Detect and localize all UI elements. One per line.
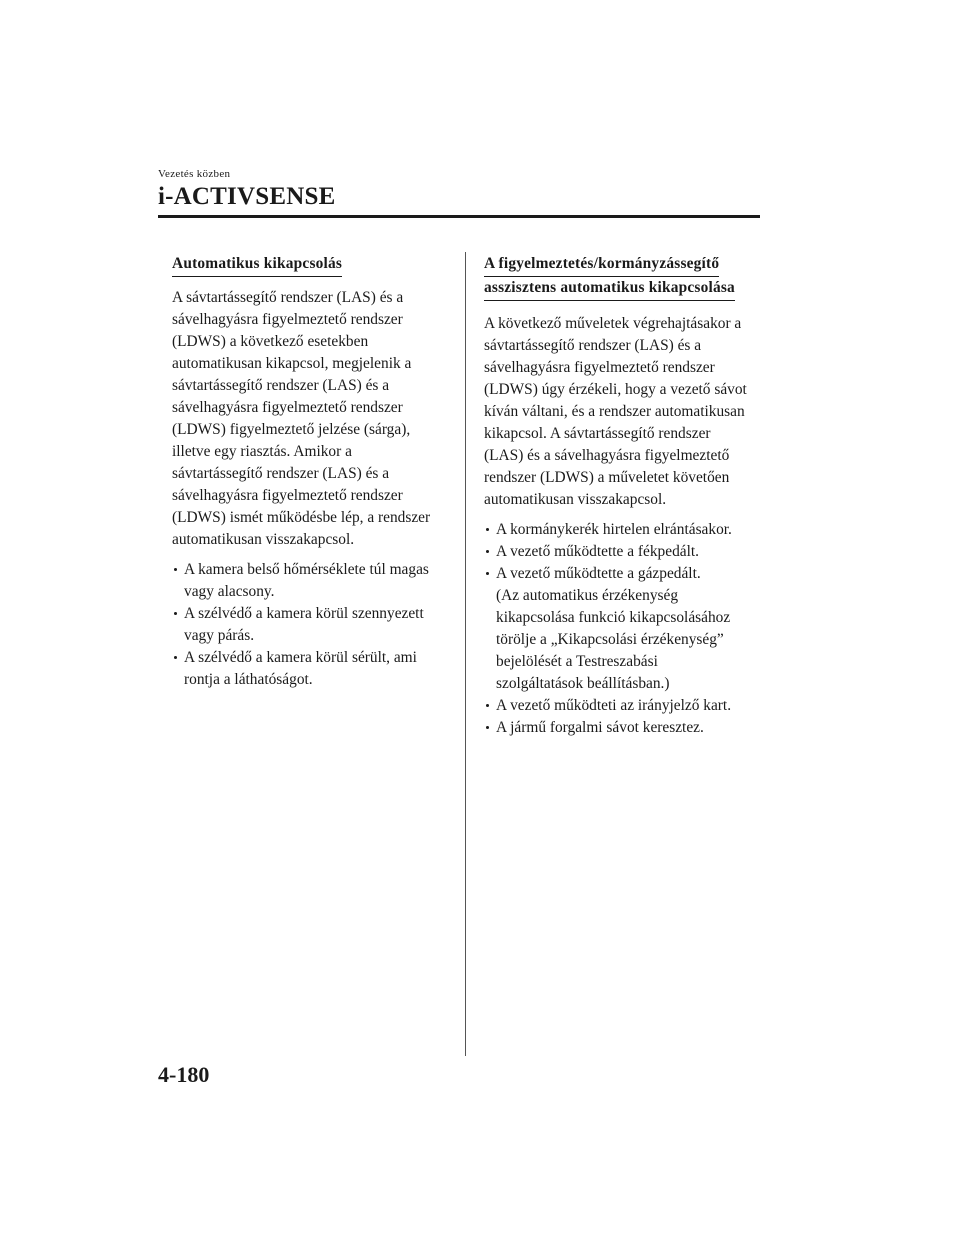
list-item — [172, 647, 454, 691]
bullet-line: A szélvédő a kamera körül sérült, ami — [184, 649, 417, 666]
paragraph-line: sávtartássegítő rendszer (LAS) és a — [172, 465, 390, 482]
paragraph-line: sávelhagyásra figyelmeztető rendszer — [172, 311, 403, 328]
paragraph-line: (LDWS) ismét működésbe lép, a rendszer — [172, 509, 431, 526]
heading-line: asszisztens automatikus kikapcsolása — [484, 277, 735, 301]
paragraph-line: automatikusan visszakapcsol. — [484, 491, 667, 508]
right-bullet-list — [484, 519, 774, 739]
paragraph-line: illetve egy riasztás. Amikor a — [172, 443, 352, 460]
right-paragraph — [484, 313, 774, 511]
list-item — [484, 717, 774, 739]
paragraph-line: sávtartássegítő rendszer (LAS) és a — [172, 377, 390, 394]
list-item — [484, 563, 774, 695]
bullet-line: A vezető működtette a fékpedált. — [496, 543, 699, 560]
paragraph-line: (LDWS) úgy érzékeli, hogy a vezető sávot — [484, 381, 747, 398]
page-number: 4-180 — [158, 1062, 210, 1087]
bullet-line: bejelölését a Testreszabási — [496, 653, 658, 670]
paragraph-line: sávelhagyásra figyelmeztető rendszer — [484, 359, 715, 376]
paragraph-line: kíván váltani, és a rendszer automatikusan — [484, 403, 745, 420]
paragraph-line: A sávtartássegítő rendszer (LAS) és a — [172, 289, 404, 306]
paragraph-line: automatikusan kikapcsol, megjelenik a — [172, 355, 412, 372]
header-rule — [158, 215, 760, 218]
bullet-dot-icon — [486, 726, 489, 729]
paragraph-line: sávelhagyásra figyelmeztető rendszer — [172, 399, 403, 416]
paragraph-line: kikapcsol. A sávtartássegítő rendszer — [484, 425, 711, 442]
bullet-dot-icon — [486, 550, 489, 553]
bullet-line: A vezető működteti az irányjelző kart. — [496, 697, 732, 714]
bullet-dot-icon — [174, 612, 177, 615]
paragraph-line: rendszer (LDWS) a műveletet követően — [484, 469, 730, 486]
left-column — [172, 253, 454, 691]
bullet-line: (Az automatikus érzékenység — [496, 587, 679, 604]
list-item — [484, 519, 774, 541]
column-divider — [465, 252, 466, 1056]
paragraph-line: (LDWS) a következő esetekben — [172, 333, 369, 350]
bullet-line: vagy alacsony. — [184, 583, 275, 600]
bullet-dot-icon — [486, 572, 489, 575]
list-item — [172, 559, 454, 603]
bullet-line: A vezető működtette a gázpedált. — [496, 565, 701, 582]
paragraph-line: (LAS) és a sávelhagyásra figyelmeztető — [484, 447, 730, 464]
left-bullet-list — [172, 559, 454, 691]
paragraph-line: automatikusan visszakapcsol. — [172, 531, 355, 548]
bullet-dot-icon — [486, 528, 489, 531]
bullet-line: A szélvédő a kamera körül szennyezett — [184, 605, 424, 622]
list-item — [484, 541, 774, 563]
left-heading: Automatikus kikapcsolás — [172, 253, 342, 277]
right-heading — [484, 253, 774, 301]
bullet-line: szolgáltatások beállításban.) — [496, 675, 670, 692]
bullet-line: vagy párás. — [184, 627, 255, 644]
bullet-dot-icon — [486, 704, 489, 707]
bullet-line: A jármű forgalmi sávot keresztez. — [496, 719, 704, 736]
bullet-line: rontja a láthatóságot. — [184, 671, 313, 688]
chapter-title: i-ACTIVSENSE — [158, 183, 336, 210]
list-item — [172, 603, 454, 647]
section-label: Vezetés közben — [158, 168, 231, 180]
paragraph-line: (LDWS) figyelmeztető jelzése (sárga), — [172, 421, 411, 438]
paragraph-line: sávelhagyásra figyelmeztető rendszer — [172, 487, 403, 504]
bullet-dot-icon — [174, 568, 177, 571]
left-paragraph — [172, 287, 454, 551]
bullet-dot-icon — [174, 656, 177, 659]
bullet-line: kikapcsolása funkció kikapcsolásához — [496, 609, 731, 626]
paragraph-line: A következő műveletek végrehajtásakor a — [484, 315, 742, 332]
list-item — [484, 695, 774, 717]
heading-line: A figyelmeztetés/kormányzássegítő — [484, 253, 719, 277]
paragraph-line: sávtartássegítő rendszer (LAS) és a — [484, 337, 702, 354]
bullet-line: A kamera belső hőmérséklete túl magas — [184, 561, 429, 578]
bullet-line: törölje a „Kikapcsolási érzékenység” — [496, 631, 724, 648]
bullet-line: A kormánykerék hirtelen elrántásakor. — [496, 521, 732, 538]
right-column — [484, 253, 774, 739]
